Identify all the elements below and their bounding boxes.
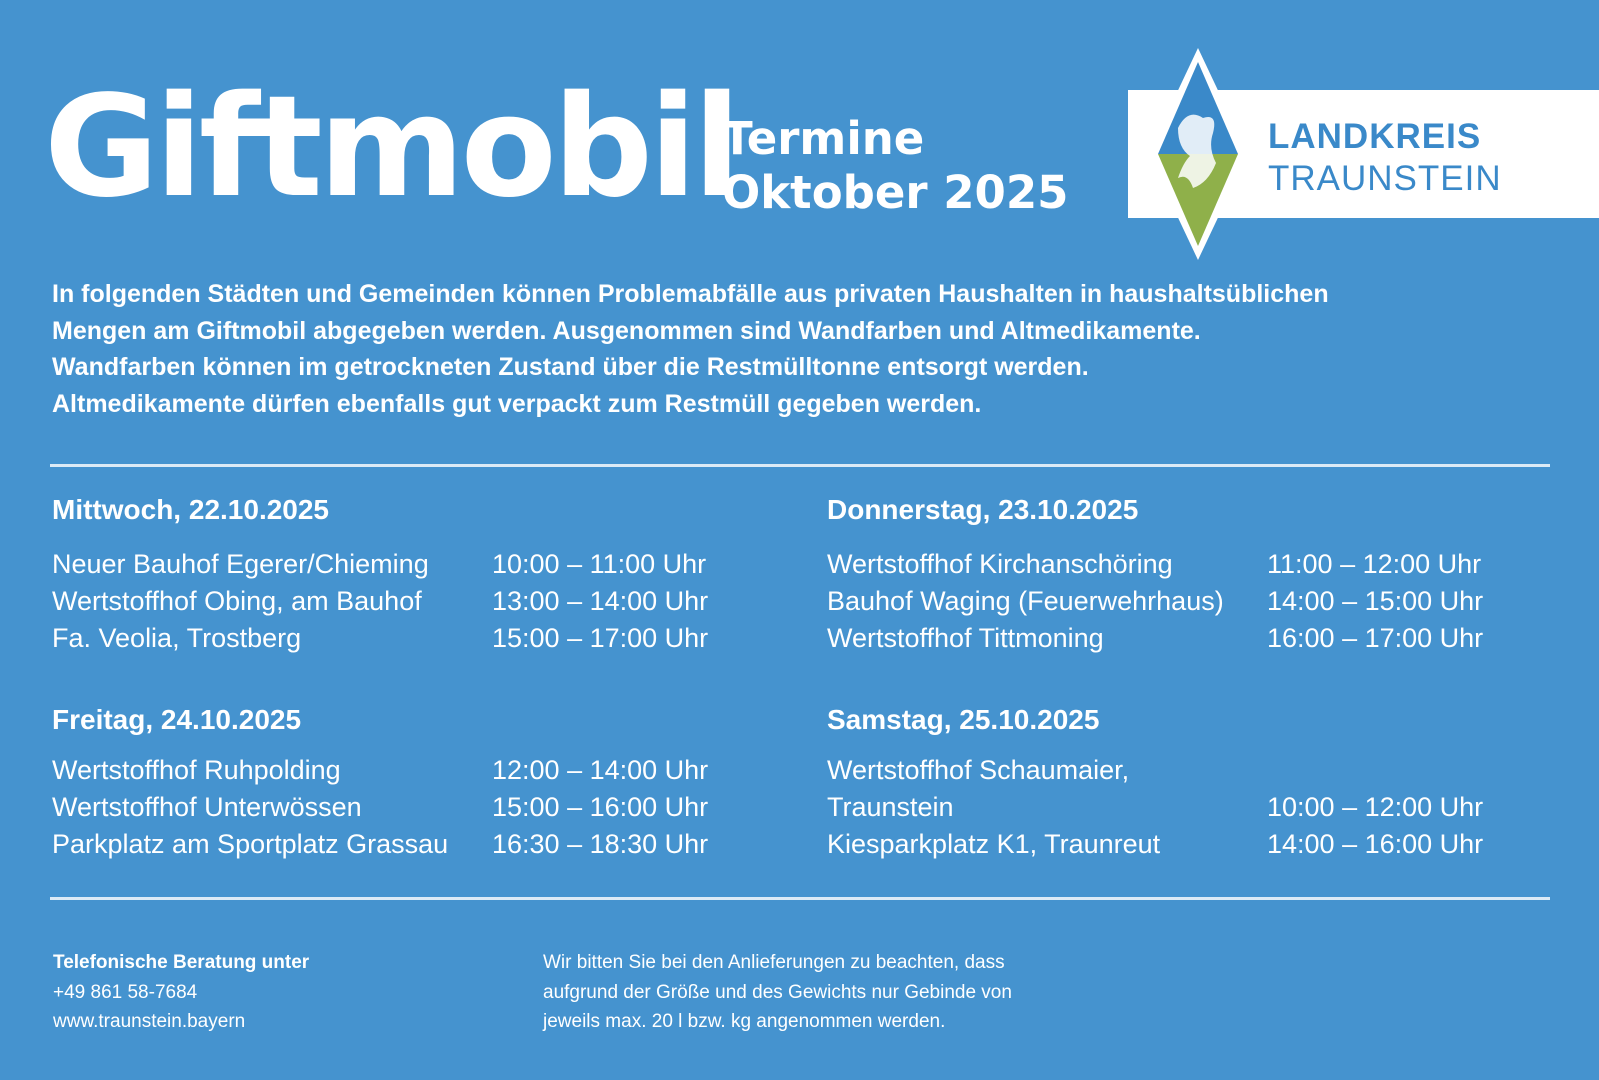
entry-time: 14:00 – 15:00 Uhr <box>1267 586 1484 616</box>
divider-top <box>50 464 1550 467</box>
note-line: aufgrund der Größe und des Gewichts nur Gebinde von <box>543 981 1012 1003</box>
schedule-entry <box>827 752 1527 789</box>
intro-line: Mengen am Giftmobil abgegeben werden. Ausgenommen sind Wandfarben und Altmedikamente. <box>52 316 1201 345</box>
logo-line-2: TRAUNSTEIN <box>1268 159 1502 198</box>
note-line: jeweils max. 20 l bzw. kg angenommen werden. <box>543 1011 946 1032</box>
entry-time: 15:00 – 17:00 Uhr <box>492 623 709 653</box>
contact-phone[interactable]: +49 861 58-7684 <box>53 981 198 1003</box>
day-heading: Donnerstag, 23.10.2025 <box>827 494 1139 525</box>
logo-text <box>1268 116 1502 200</box>
schedule-entry <box>52 752 752 789</box>
footer-contact <box>53 948 309 1037</box>
schedule-entry <box>52 583 752 620</box>
entry-place: Neuer Bauhof Egerer/Chieming <box>52 549 429 579</box>
note-line: Wir bitten Sie bei den Anlieferungen zu beachten, dass <box>543 952 1005 973</box>
entry-place: Wertstoffhof Tittmoning <box>827 623 1104 653</box>
entry-place: Bauhof Waging (Feuerwehrhaus) <box>827 586 1224 616</box>
entry-time: 15:00 – 16:00 Uhr <box>492 792 709 822</box>
schedule-entry <box>827 620 1527 657</box>
day-heading: Freitag, 24.10.2025 <box>52 704 302 735</box>
entry-time: 11:00 – 12:00 Uhr <box>1267 549 1482 579</box>
schedule-day <box>52 494 752 657</box>
entry-place: Wertstoffhof Unterwössen <box>52 792 362 822</box>
page-title: Giftmobil <box>44 66 737 229</box>
footer-note <box>543 948 1163 1037</box>
entry-time: 10:00 – 11:00 Uhr <box>492 549 707 579</box>
subtitle-line-1: Termine <box>722 112 925 165</box>
schedule-day <box>52 704 752 863</box>
day-heading: Mittwoch, 22.10.2025 <box>52 494 330 525</box>
schedule-day <box>827 704 1527 863</box>
contact-label: Telefonische Beratung unter <box>53 952 310 973</box>
schedule-entry <box>827 583 1527 620</box>
schedule-entry <box>827 546 1527 583</box>
intro-line: Altmedikamente dürfen ebenfalls gut verpackt zum Restmüll gegeben werden. <box>52 389 982 418</box>
entry-time: 10:00 – 12:00 Uhr <box>1267 792 1484 822</box>
entry-place: Kiesparkplatz K1, Traunreut <box>827 829 1161 859</box>
page-subtitle <box>722 112 1068 220</box>
entry-time: 16:30 – 18:30 Uhr <box>492 829 709 859</box>
entry-time: 13:00 – 14:00 Uhr <box>492 586 709 616</box>
intro-line: Wandfarben können im getrockneten Zustand über die Restmülltonne entsorgt werden. <box>52 353 1089 381</box>
schedule-entry <box>52 826 752 863</box>
divider-bottom <box>50 897 1550 900</box>
logo-line-1: LANDKREIS <box>1268 117 1482 156</box>
entry-place: Wertstoffhof Kirchanschöring <box>827 549 1173 579</box>
schedule-entry <box>52 546 752 583</box>
entry-place: Wertstoffhof Obing, am Bauhof <box>52 586 422 616</box>
entry-time: 14:00 – 16:00 Uhr <box>1267 829 1484 859</box>
schedule-entry <box>827 826 1527 863</box>
intro-line: In folgenden Städten und Gemeinden können Problemabfälle aus privaten Haushalten in haushaltsüblichen <box>52 280 1329 308</box>
schedule-day <box>827 494 1527 657</box>
subtitle-line-2: Oktober 2025 <box>722 166 1069 219</box>
entry-place: Parkplatz am Sportplatz Grassau <box>52 829 449 859</box>
schedule-entry <box>827 789 1527 826</box>
schedule-entry <box>52 620 752 657</box>
schedule-entry <box>52 789 752 826</box>
entry-place: Fa. Veolia, Trostberg <box>52 623 302 653</box>
entry-place: Traunstein <box>827 792 954 822</box>
intro-text <box>52 276 1532 422</box>
contact-website[interactable]: www.traunstein.bayern <box>53 1011 246 1032</box>
entry-time: 16:00 – 17:00 Uhr <box>1267 623 1484 653</box>
landkreis-shield-icon <box>1148 48 1248 260</box>
entry-place: Wertstoffhof Schaumaier, <box>827 755 1130 785</box>
day-heading: Samstag, 25.10.2025 <box>827 704 1100 735</box>
entry-time: 12:00 – 14:00 Uhr <box>492 755 709 785</box>
entry-place: Wertstoffhof Ruhpolding <box>52 755 341 785</box>
